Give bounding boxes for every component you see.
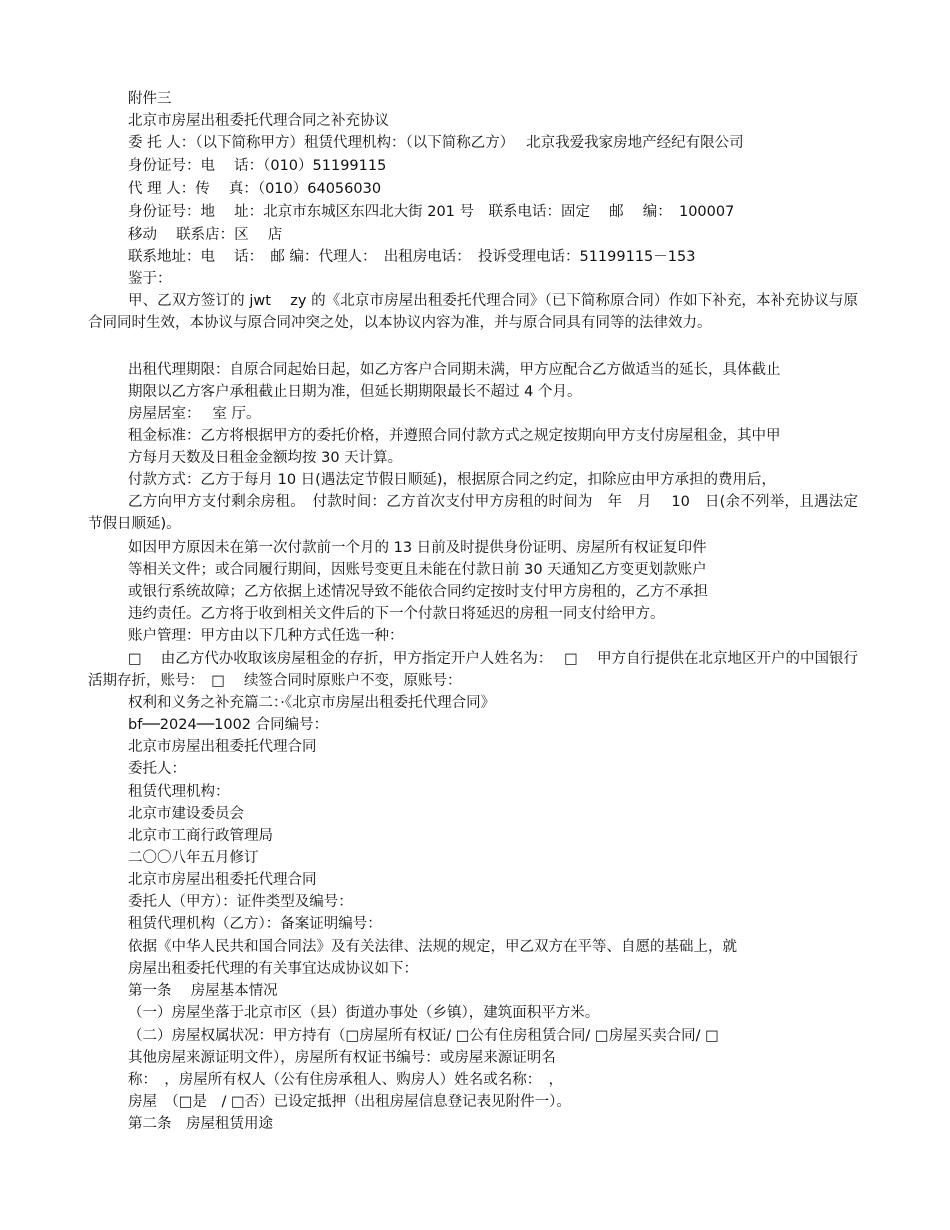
basis-line-1: 依据《中华人民共和国合同法》及有关法律、法规的规定，甲乙双方在平等、自愿的基础上，就 xyxy=(128,939,737,955)
mobile-store-line: 移动 联系店：区 店 xyxy=(128,227,283,243)
rent-standard-line-1: 租金标准：乙方将根据甲方的委托价格，并遵照合同付款方式之规定按期向甲方支付房屋租金，其中甲 xyxy=(128,428,781,444)
party-a-line: 委托人（甲方）：证件类型及编号： xyxy=(128,894,353,910)
annex-label: 附件三 xyxy=(128,91,172,107)
payment-time-paragraph: 乙方向甲方支付剩余房租。 付款时间：乙方首次支付甲方房租的时间为 年 月 10 日(余不列举，且遇法定节假日顺延)。 xyxy=(88,494,858,532)
account-management-line: 账户管理：甲方由以下几种方式任选一种： xyxy=(128,628,404,644)
construction-committee: 北京市建设委员会 xyxy=(128,806,244,822)
commerce-bureau: 北京市工商行政管理局 xyxy=(128,828,273,844)
supplement-intro-paragraph: 甲、乙双方签订的 jwt zy 的《北京市房屋出租委托代理合同》（已下简称原合同）作如下补充，本补充协议与原合同同时生效，本协议与原合同冲突之处，以本协议内容为准，并与原合同具有同等的法律效力。 xyxy=(88,293,858,331)
term-clause-line-2: 期限以乙方客户承租截止日期为准，但延长期期限最长不超过 4 个月。 xyxy=(128,384,582,400)
rent-standard-line-2: 方每月天数及日租金金额均按 30 天计算。 xyxy=(128,450,403,466)
agent-fax-line: 代 理 人：传 真：（010）64056030 xyxy=(128,181,382,197)
party-b-line: 租赁代理机构（乙方）：备案证明编号： xyxy=(128,916,382,932)
principal-agency-line: 委 托 人：（以下简称甲方）租赁代理机构：（以下简称乙方） 北京我爱我家房地产经纪有限公司 xyxy=(128,135,744,151)
revision-date: 二〇〇八年五月修订 xyxy=(128,850,259,866)
ownership-clause-line-3: 称： ，房屋所有权人（公有住房承租人、购房人）姓名或名称： ， xyxy=(128,1072,563,1088)
contact-complaint-line: 联系地址：电 话： 邮 编：代理人： 出租房电话： 投诉受理电话：51199115－153 xyxy=(128,249,696,265)
contract-title-2: 北京市房屋出租委托代理合同 xyxy=(128,872,317,888)
term-clause-line-1: 出租代理期限：自原合同起始日起，如乙方客户合同期未满，甲方应配合乙方做适当的延长，具体截止 xyxy=(128,362,781,378)
delay-clause-line-1: 如因甲方原因未在第一次付款前一个月的 13 日前及时提供身份证明、房屋所有权证复印件 xyxy=(128,540,707,556)
account-options-paragraph: □ 由乙方代办收取该房屋租金的存折，甲方指定开户人姓名为： □ 甲方自行提供在北京地区开户的中国银行活期存折，账号： □ 续签合同时原账户不变，原账号： xyxy=(88,651,858,689)
location-clause: （一）房屋坐落于北京市区（县）街道办事处（乡镇），建筑面积平方米。 xyxy=(128,1005,600,1021)
rooms-line: 房屋居室： 室 厅。 xyxy=(128,406,261,422)
id-phone-line: 身份证号：电 话：（010）51199115 xyxy=(128,158,387,174)
payment-method-line: 付款方式：乙方于每月 10 日(遇法定节假日顺延)，根据原合同之约定，扣除应由甲方承担的费用后， xyxy=(128,472,776,488)
agency-label: 租赁代理机构： xyxy=(128,784,230,800)
supplement-title: 北京市房屋出租委托代理合同之补充协议 xyxy=(128,113,389,129)
ownership-clause-line-1: （二）房屋权属状况：甲方持有（□房屋所有权证/ □公有住房租赁合同/ □房屋买卖合同/ □ xyxy=(128,1028,719,1044)
whereas-label: 鉴于： xyxy=(128,271,172,287)
article-one-heading: 第一条 房屋基本情况 xyxy=(128,983,278,999)
rights-obligations-line: 权利和义务之补充篇二：·《北京市房屋出租委托代理合同》 xyxy=(128,695,496,711)
delay-clause-line-3: 或银行系统故障；乙方依据上述情况导致不能依合同约定按时支付甲方房租的，乙方不承担 xyxy=(128,584,708,600)
ownership-clause-line-2: 其他房屋来源证明文件），房屋所有权证书编号：或房屋来源证明名 xyxy=(128,1050,556,1066)
delay-clause-line-4: 违约责任。乙方将于收到相关文件后的下一个付款日将延迟的房租一同支付给甲方。 xyxy=(128,606,665,622)
basis-line-2: 房屋出租委托代理的有关事宜达成协议如下： xyxy=(128,961,418,977)
article-two-heading: 第二条 房屋租赁用途 xyxy=(128,1116,273,1132)
contract-title-1: 北京市房屋出租委托代理合同 xyxy=(128,739,317,755)
delay-clause-line-2: 等相关文件；或合同履行期间，因账号变更且未能在付款日前 30 天通知乙方变更划款账户 xyxy=(128,562,707,578)
address-line: 身份证号：地 址：北京市东城区东四北大街 201 号 联系电话：固定 邮 编： 100007 xyxy=(128,204,735,220)
principal-label: 委托人： xyxy=(128,761,186,777)
contract-number-line: bf──2024──1002 合同编号： xyxy=(128,717,329,733)
mortgage-clause: 房屋 （□是 / □否）已设定抵押（出租房屋信息登记表见附件一）。 xyxy=(128,1094,571,1110)
